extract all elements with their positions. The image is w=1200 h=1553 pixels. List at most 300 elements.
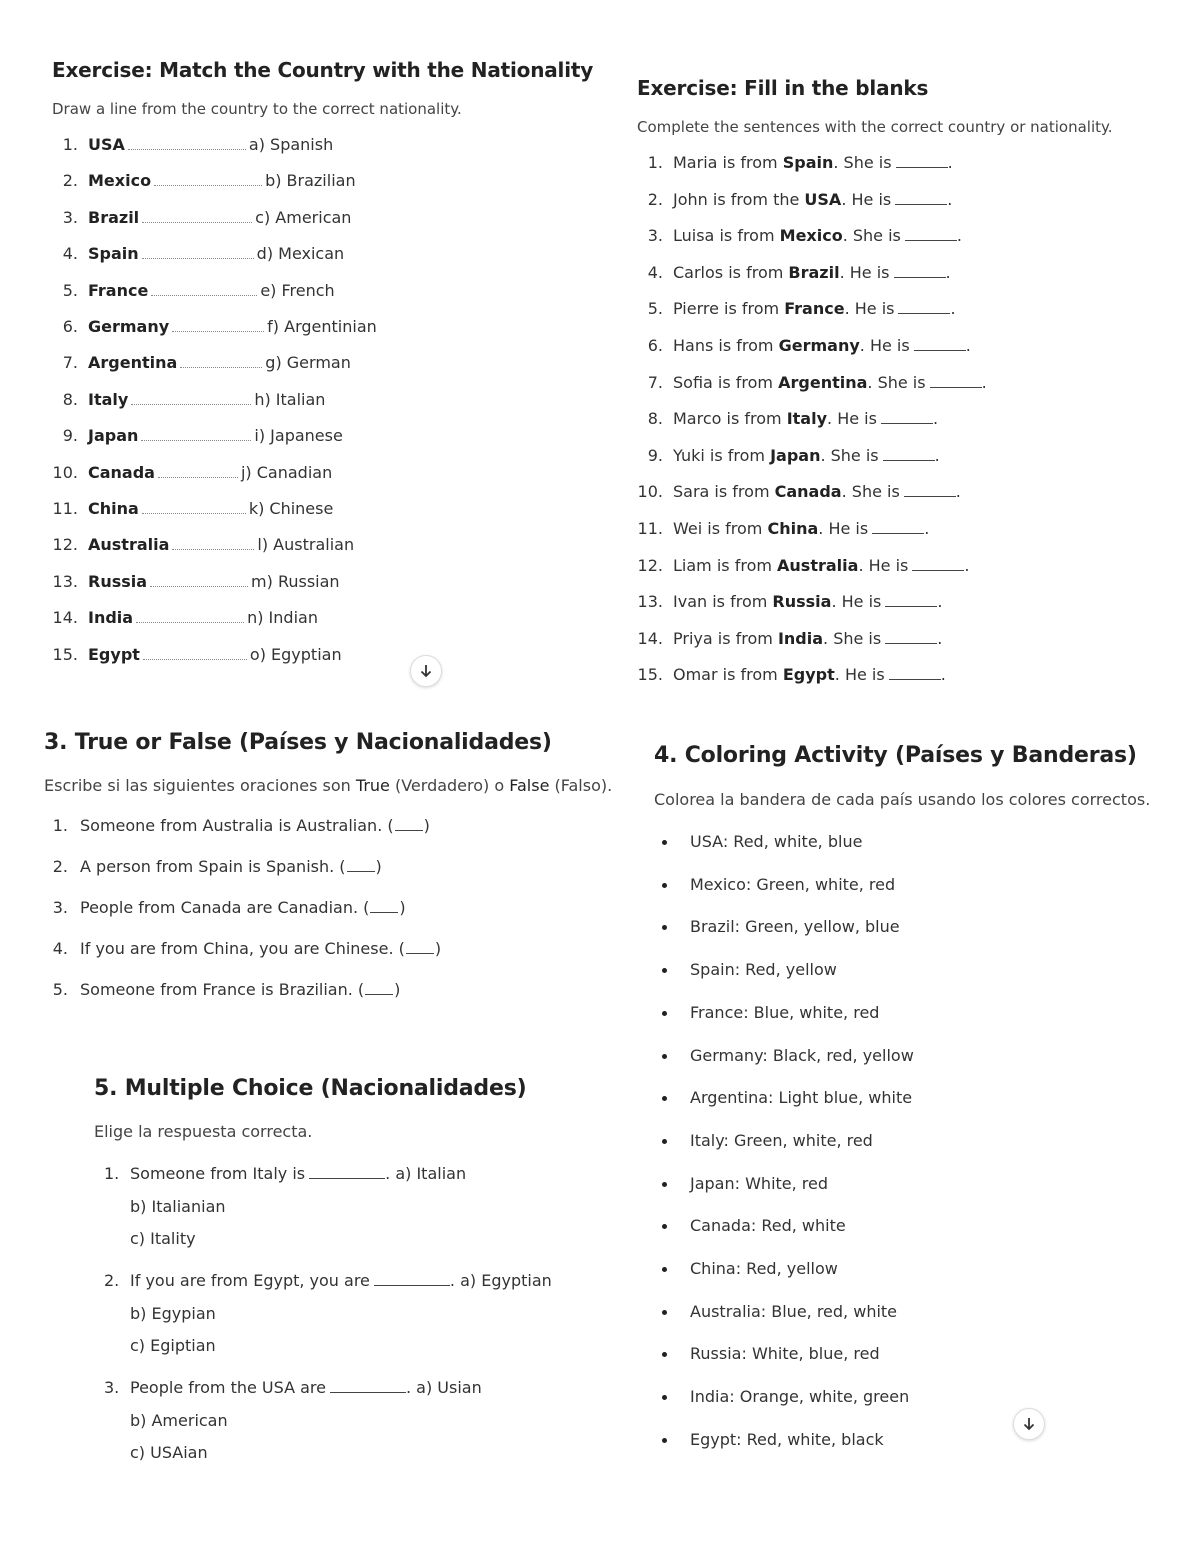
item-number: 3.	[104, 1378, 120, 1397]
nationality-option: o) Egyptian	[249, 644, 342, 664]
option-a: . a) Egyptian	[449, 1271, 552, 1290]
answer-blank[interactable]	[347, 859, 375, 872]
match-item	[52, 572, 612, 596]
country-name: India	[88, 608, 134, 628]
item-number: 3.	[52, 898, 68, 917]
question-text: People from the USA are	[130, 1378, 326, 1397]
country-name: Mexico	[88, 171, 152, 191]
nationality-option: b) Brazilian	[265, 171, 356, 191]
bullet-icon	[662, 1267, 667, 1272]
answer-blank[interactable]	[914, 338, 966, 351]
match-text	[88, 535, 354, 554]
color-item	[654, 1387, 1154, 1411]
country-name: Japan	[88, 426, 139, 446]
dotted-line	[143, 647, 247, 660]
dotted-line	[150, 574, 248, 587]
country-name: China	[88, 499, 139, 518]
color-item	[654, 875, 1154, 899]
sentence-start: Marco is from	[673, 409, 787, 429]
option-c: c) Egiptian	[130, 1336, 216, 1355]
item-number: 8.	[647, 409, 663, 429]
flag-colors: Egypt: Red, white, black	[690, 1429, 884, 1449]
fill-item	[637, 190, 1177, 214]
tf-text	[80, 816, 430, 835]
flag-colors: Canada: Red, white	[690, 1216, 846, 1236]
match-text	[88, 390, 325, 409]
match-item	[52, 426, 612, 450]
country-name: Egypt	[782, 665, 835, 685]
tf-title: 3. True or False (Países y Nacionalidades)	[44, 730, 552, 755]
match-text	[88, 499, 333, 518]
bullet-icon	[662, 1182, 667, 1187]
period: .	[956, 226, 962, 246]
bullet-icon	[662, 1352, 667, 1357]
period: .	[950, 299, 956, 319]
item-number: 2.	[52, 857, 68, 876]
statement: People from Canada are Canadian. (	[80, 898, 370, 917]
answer-blank[interactable]	[365, 982, 393, 995]
bullet-icon	[662, 1310, 667, 1315]
item-number: 7.	[647, 372, 663, 392]
statement: Someone from France is Brazilian. (	[80, 980, 365, 999]
period: .	[932, 409, 939, 429]
color-item	[654, 1046, 1154, 1070]
country-name: Italy	[786, 409, 828, 429]
flag-colors: Argentina: Light blue, white	[690, 1088, 913, 1108]
close-paren: )	[399, 898, 406, 917]
answer-blank[interactable]	[904, 484, 956, 497]
bullet-icon	[662, 1224, 667, 1229]
bullet-icon	[662, 883, 667, 888]
sentence-start: Wei is from	[673, 519, 768, 538]
sentence-end: . She is	[842, 226, 901, 246]
color-item	[654, 1430, 1154, 1454]
item-number: 12.	[52, 535, 78, 555]
fill-text	[673, 409, 938, 428]
tf-item	[50, 939, 610, 963]
answer-blank[interactable]	[885, 594, 937, 607]
country-name: Russia	[772, 592, 832, 612]
item-number: 1.	[62, 135, 78, 154]
fill-text	[673, 226, 962, 245]
country-name: Australia	[88, 535, 170, 555]
question-text: Someone from Italy is	[130, 1164, 306, 1183]
item-number: 5.	[647, 299, 663, 319]
item-number: 12.	[637, 555, 663, 575]
match-section	[52, 58, 612, 664]
nationality-option: h) Italian	[254, 389, 326, 409]
close-paren: )	[423, 816, 430, 835]
item-number: 3.	[62, 207, 78, 227]
close-paren: )	[434, 939, 442, 958]
color-instruction: Colorea la bandera de cada país usando los colores correctos.	[654, 790, 1151, 809]
fill-text	[673, 592, 942, 611]
match-text	[88, 353, 351, 372]
match-text	[88, 171, 356, 190]
flag-colors: Brazil: Green, yellow, blue	[690, 917, 900, 937]
flag-colors: Spain: Red, yellow	[690, 960, 837, 980]
item-number: 14.	[637, 628, 663, 648]
fill-text	[673, 519, 929, 538]
tf-text	[80, 980, 400, 999]
bullet-icon	[662, 1011, 667, 1016]
period: .	[955, 482, 961, 502]
flag-colors: India: Orange, white, green	[690, 1387, 910, 1407]
fill-instruction: Complete the sentences with the correct country or nationality.	[637, 118, 1113, 136]
match-item	[52, 135, 612, 159]
country-name: France	[784, 299, 845, 319]
match-item	[52, 499, 612, 523]
sentence-end: . He is	[841, 189, 892, 209]
bullet-icon	[662, 840, 667, 845]
color-title: 4. Coloring Activity (Países y Banderas)	[654, 743, 1137, 768]
match-item	[52, 608, 612, 632]
country-name: Italy	[88, 389, 129, 409]
country-name: Mexico	[779, 226, 843, 246]
sentence-start: Carlos is from	[673, 262, 789, 282]
dotted-line	[136, 610, 244, 623]
tf-item	[50, 857, 610, 881]
fill-text	[673, 336, 971, 355]
sentence-start: Yuki is from	[673, 445, 771, 465]
answer-blank[interactable]	[894, 265, 946, 278]
flag-colors: Italy: Green, white, red	[690, 1130, 873, 1150]
fill-item	[637, 592, 1177, 616]
sentence-start: Hans is from	[673, 336, 779, 355]
answer-blank[interactable]	[885, 631, 937, 644]
country-name: Germany	[778, 336, 860, 355]
sentence-start: Luisa is from	[673, 226, 780, 246]
tf-item	[50, 816, 610, 840]
sentence-end: . She is	[867, 372, 926, 392]
true-false-section	[44, 730, 624, 999]
dotted-line	[151, 283, 257, 296]
multiple-choice-section	[94, 1076, 614, 1462]
scroll-down-button-2[interactable]	[1013, 1408, 1045, 1440]
flag-colors: China: Red, yellow	[690, 1259, 838, 1278]
country-name: Russia	[88, 571, 148, 591]
fill-item	[637, 226, 1177, 250]
fill-item	[637, 556, 1177, 580]
option-c: c) Itality	[130, 1229, 196, 1248]
sentence-start: John is from the	[673, 189, 805, 209]
item-number: 6.	[62, 317, 78, 336]
nationality-option: e) French	[260, 280, 335, 300]
option-a: . a) Usian	[405, 1378, 482, 1397]
answer-blank[interactable]	[395, 818, 423, 831]
sentence-end: . She is	[833, 153, 892, 172]
color-item	[654, 1003, 1154, 1027]
color-item	[654, 1088, 1154, 1112]
bullet-icon	[662, 1054, 667, 1059]
period: .	[937, 628, 943, 648]
country-name: Argentina	[88, 353, 178, 373]
item-number: 6.	[647, 336, 663, 355]
period: .	[947, 153, 953, 172]
nationality-option: a) Spanish	[248, 135, 334, 154]
match-instruction: Draw a line from the country to the correct nationality.	[52, 100, 462, 118]
answer-blank[interactable]	[930, 375, 982, 388]
answer-blank[interactable]	[895, 192, 947, 205]
tf-text	[80, 857, 382, 876]
answer-blank[interactable]	[896, 155, 948, 168]
sentence-end: . He is	[818, 519, 869, 538]
answer-blank[interactable]	[370, 900, 398, 913]
nationality-option: l) Australian	[257, 535, 355, 555]
match-text	[88, 572, 340, 591]
country-name: USA	[88, 135, 125, 154]
match-item	[52, 463, 612, 487]
match-text	[88, 244, 344, 263]
item-number: 4.	[52, 939, 68, 958]
period: .	[924, 519, 930, 538]
question-text: If you are from Egypt, you are	[130, 1271, 370, 1290]
dotted-line	[141, 428, 251, 441]
match-item	[52, 281, 612, 305]
bullet-icon	[662, 968, 667, 973]
match-item	[52, 645, 612, 669]
fill-item	[637, 482, 1177, 506]
color-item	[654, 960, 1154, 984]
dotted-line	[180, 355, 262, 368]
fill-item	[637, 336, 1177, 360]
sentence-end: . She is	[841, 482, 900, 502]
arrow-down-icon	[1022, 1417, 1036, 1431]
country-name: Germany	[88, 317, 170, 336]
period: .	[964, 555, 970, 575]
answer-blank[interactable]	[881, 411, 933, 424]
fill-text	[673, 556, 969, 575]
flag-colors: France: Blue, white, red	[690, 1002, 880, 1022]
tf-item	[50, 980, 610, 1004]
country-name: India	[777, 628, 824, 648]
arrow-down-icon	[419, 664, 433, 678]
period: .	[937, 592, 943, 612]
option-b: b) American	[130, 1411, 228, 1430]
fill-item	[637, 263, 1177, 287]
country-name: Spain	[88, 244, 139, 264]
item-number: 7.	[62, 353, 78, 373]
dotted-line	[142, 210, 252, 223]
item-number: 13.	[637, 592, 663, 612]
nationality-option: m) Russian	[251, 571, 340, 591]
answer-blank[interactable]	[872, 521, 924, 534]
nationality-option: f) Argentinian	[267, 317, 377, 336]
bullet-icon	[662, 1438, 667, 1443]
fill-item	[637, 665, 1177, 689]
dotted-line	[158, 465, 238, 478]
fill-section	[637, 76, 1177, 685]
match-text	[88, 645, 342, 664]
period: .	[940, 665, 946, 685]
nationality-option: k) Chinese	[248, 499, 334, 518]
sentence-start: Maria is from	[673, 153, 783, 172]
answer-blank[interactable]	[912, 558, 964, 571]
match-item	[52, 208, 612, 232]
sentence-end: . He is	[839, 262, 890, 282]
tf-text	[80, 939, 441, 958]
nationality-option: g) German	[265, 353, 351, 373]
match-text	[88, 426, 343, 445]
country-name: Brazil	[88, 207, 140, 227]
flag-colors: Mexico: Green, white, red	[690, 874, 896, 894]
period: .	[945, 262, 951, 282]
mc-question	[104, 1271, 552, 1290]
dotted-line	[131, 392, 251, 405]
color-item	[654, 1302, 1154, 1326]
sentence-start: Pierre is from	[673, 299, 785, 319]
sentence-start: Ivan is from	[673, 592, 773, 612]
flag-colors: USA: Red, white, blue	[690, 832, 863, 851]
fill-item	[637, 299, 1177, 323]
fill-text	[673, 482, 961, 501]
answer-blank[interactable]	[330, 1380, 406, 1393]
item-number: 9.	[62, 426, 78, 446]
flag-colors: Germany: Black, red, yellow	[690, 1045, 914, 1065]
fill-text	[673, 373, 987, 392]
bullet-icon	[662, 925, 667, 930]
sentence-end: . He is	[844, 299, 895, 319]
country-name: Brazil	[788, 262, 840, 282]
item-number: 4.	[647, 262, 663, 282]
color-item	[654, 1131, 1154, 1155]
match-title: Exercise: Match the Country with the Nationality	[52, 58, 594, 82]
color-item	[654, 1216, 1154, 1240]
option-c: c) USAian	[130, 1443, 208, 1462]
item-number: 11.	[637, 519, 663, 538]
tf-item	[50, 898, 610, 922]
mc-title: 5. Multiple Choice (Nacionalidades)	[94, 1076, 527, 1101]
sentence-end: . He is	[831, 592, 882, 612]
item-number: 3.	[647, 226, 663, 246]
mc-question	[104, 1378, 482, 1397]
period: .	[965, 336, 971, 355]
answer-blank[interactable]	[309, 1166, 385, 1179]
country-name: Argentina	[778, 372, 868, 392]
country-name: France	[88, 280, 149, 300]
item-number: 5.	[62, 280, 78, 300]
close-paren: )	[394, 980, 401, 999]
fill-text	[673, 190, 952, 209]
bullet-icon	[662, 1139, 667, 1144]
answer-blank[interactable]	[883, 448, 935, 461]
fill-item	[637, 446, 1177, 470]
fill-item	[637, 629, 1177, 653]
bullet-icon	[662, 1096, 667, 1101]
nationality-option: c) American	[255, 207, 352, 227]
tf-instruction: Escribe si las siguientes oraciones son True (Verdadero) o False (Falso).	[44, 776, 613, 795]
fill-item	[637, 519, 1177, 543]
tf-text	[80, 898, 406, 917]
scroll-down-button[interactable]	[410, 655, 442, 687]
item-number: 1.	[647, 153, 663, 172]
coloring-section	[654, 743, 1174, 1449]
fill-text	[673, 153, 953, 172]
item-number: 8.	[62, 389, 78, 409]
sentence-start: Sofia is from	[673, 372, 779, 392]
country-name: Australia	[777, 555, 859, 575]
item-number: 15.	[52, 644, 78, 664]
answer-blank[interactable]	[898, 301, 950, 314]
statement: Someone from Australia is Australian. (	[80, 816, 394, 835]
match-item	[52, 535, 612, 559]
sentence-end: . She is	[823, 628, 882, 648]
nationality-option: d) Mexican	[256, 244, 345, 264]
sentence-start: Priya is from	[673, 628, 778, 648]
option-b: b) Egypian	[130, 1304, 216, 1323]
statement: If you are from China, you are Chinese. (	[80, 939, 405, 958]
answer-blank[interactable]	[406, 941, 434, 954]
item-number: 10.	[52, 462, 78, 482]
match-item	[52, 390, 612, 414]
mc-question	[104, 1164, 466, 1183]
item-number: 1.	[104, 1164, 120, 1183]
fill-text	[673, 665, 946, 684]
dotted-line	[154, 173, 262, 186]
mc-instruction: Elige la respuesta correcta.	[94, 1122, 313, 1141]
match-text	[88, 281, 335, 300]
sentence-start: Sara is from	[673, 482, 775, 502]
color-item	[654, 1259, 1154, 1283]
country-name: USA	[804, 189, 842, 209]
match-text	[88, 608, 318, 627]
country-name: Japan	[770, 445, 821, 465]
bullet-icon	[662, 1395, 667, 1400]
fill-text	[673, 299, 956, 318]
country-name: Spain	[782, 153, 834, 172]
nationality-option: n) Indian	[247, 608, 318, 628]
item-number: 13.	[52, 571, 78, 591]
sentence-end: . He is	[834, 665, 885, 685]
answer-blank[interactable]	[374, 1273, 450, 1286]
flag-colors: Australia: Blue, red, white	[690, 1301, 898, 1321]
country-name: Egypt	[88, 644, 140, 664]
sentence-end: . He is	[827, 409, 877, 429]
item-number: 9.	[647, 445, 663, 465]
fill-text	[673, 446, 940, 465]
fill-text	[673, 629, 942, 648]
item-number: 5.	[52, 980, 68, 999]
fill-item	[637, 409, 1177, 433]
match-text	[88, 208, 351, 227]
sentence-end: . She is	[820, 445, 879, 465]
option-a: . a) Italian	[385, 1164, 467, 1183]
sentence-start: Omar is from	[673, 665, 783, 685]
color-item	[654, 1344, 1154, 1368]
item-number: 4.	[62, 244, 78, 264]
sentence-start: Liam is from	[673, 555, 778, 575]
dotted-line	[172, 319, 264, 332]
item-number: 15.	[637, 665, 663, 685]
fill-text	[673, 263, 951, 282]
country-name: Canada	[88, 462, 155, 482]
match-text	[88, 317, 377, 336]
nationality-option: j) Canadian	[240, 462, 333, 482]
dotted-line	[142, 501, 246, 514]
item-number: 2.	[647, 189, 663, 209]
item-number: 1.	[52, 816, 68, 835]
period: .	[934, 445, 940, 465]
item-number: 11.	[52, 499, 78, 518]
nationality-option: i) Japanese	[254, 426, 343, 446]
country-name: China	[767, 519, 819, 538]
fill-title: Exercise: Fill in the blanks	[637, 76, 929, 100]
answer-blank[interactable]	[905, 228, 957, 241]
color-item	[654, 1174, 1154, 1198]
match-item	[52, 171, 612, 195]
answer-blank[interactable]	[889, 667, 941, 680]
dotted-line	[142, 246, 254, 259]
